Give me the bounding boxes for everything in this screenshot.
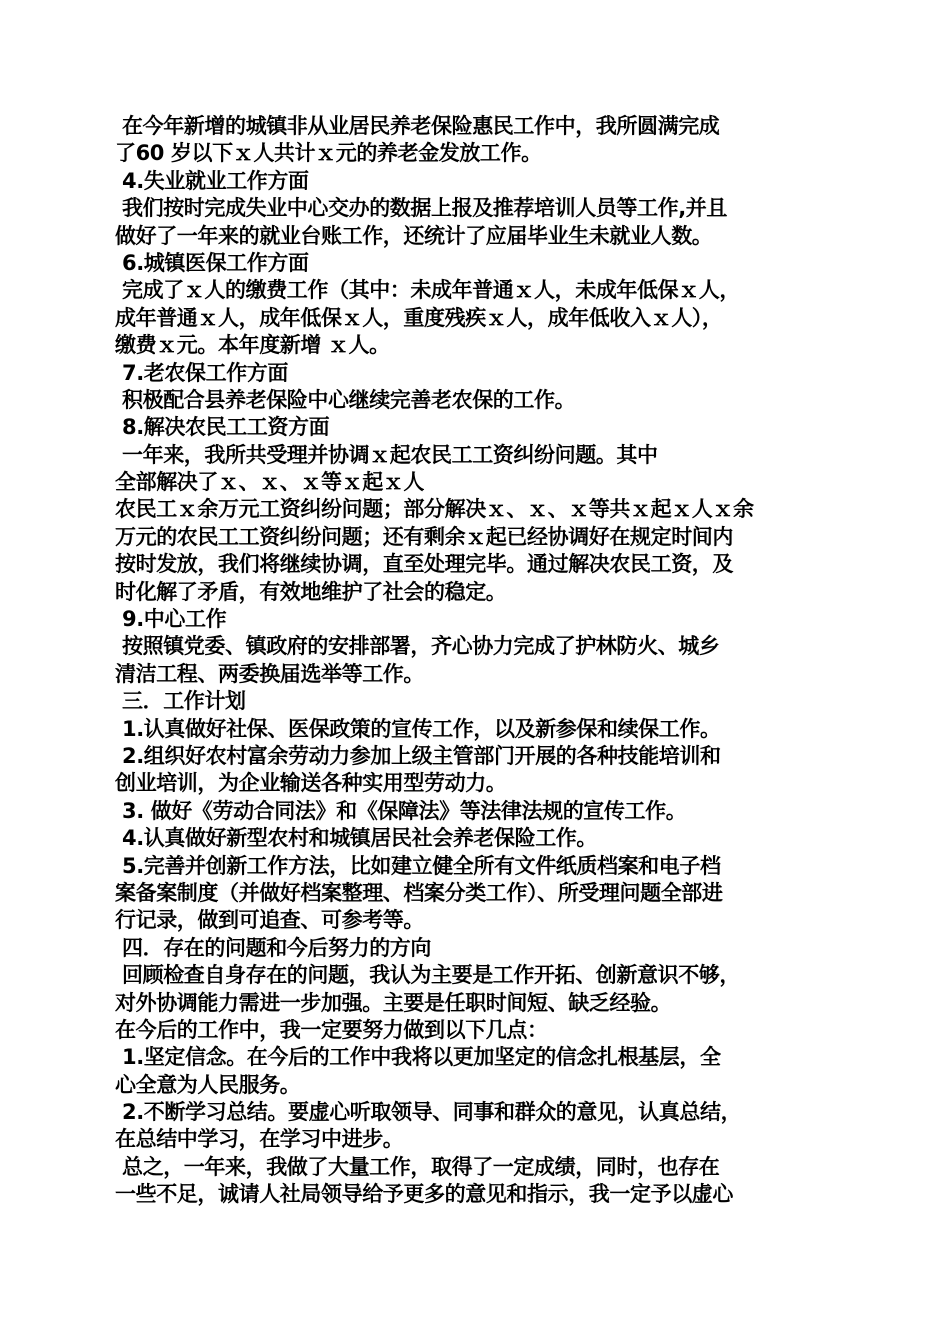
text-line: 一些不足，诚请人社局领导给予更多的意见和指示，我一定予以虚心: [115, 1182, 733, 1207]
text-line: 对外协调能力需进一步加强。主要是任职时间短、缺乏经验。: [115, 990, 672, 1015]
document-body: [115, 113, 840, 1209]
text-line: 做好了一年来的就业台账工作，还统计了应届毕业生未就业人数。: [115, 223, 713, 248]
text-line: 在今年新增的城镇非从业居民养老保险惠民工作中，我所圆满完成: [122, 114, 720, 138]
text-line: 成年普通ｘ人，成年低保ｘ人，重度残疾ｘ人，成年低收入ｘ人），: [115, 305, 723, 330]
text-line: 了60 岁以下ｘ人共计ｘ元的养老金发放工作。: [115, 141, 542, 166]
text-line: 在今后的工作中，我一定要努力做到以下几点：: [115, 1017, 548, 1042]
text-line: 1.认真做好社保、医保政策的宣传工作，以及新参保和续保工作。: [122, 716, 721, 741]
text-line: 时化解了矛盾，有效地维护了社会的稳定。: [115, 579, 507, 604]
text-line: 4.失业就业工作方面: [122, 168, 309, 193]
text-line: 三．工作计划: [122, 689, 246, 714]
text-line: 5.完善并创新工作方法，比如建立健全所有文件纸质档案和电子档: [122, 853, 721, 878]
text-line: 按时发放，我们将继续协调，直至处理完毕。通过解决农民工资，及: [115, 552, 733, 577]
text-line: 4.认真做好新型农村和城镇居民社会养老保险工作。: [122, 826, 597, 851]
text-line: 缴费ｘ元。本年度新增 ｘ人。: [115, 333, 390, 358]
text-line: 清洁工程、两委换届选举等工作。: [115, 661, 424, 686]
text-line: 按照镇党委、镇政府的安排部署，齐心协力完成了护林防火、城乡: [122, 634, 720, 659]
text-line: 7.老农保工作方面: [122, 360, 288, 385]
text-line: 完成了ｘ人的缴费工作（其中：未成年普通ｘ人，未成年低保ｘ人，: [122, 278, 740, 303]
text-line: 8.解决农民工工资方面: [122, 415, 330, 440]
text-line: 万元的农民工工资纠纷问题；还有剩余ｘ起已经协调好在规定时间内: [115, 524, 733, 549]
text-line: 行记录，做到可追查、可参考等。: [115, 908, 424, 933]
text-line: 心全意为人民服务。: [115, 1072, 301, 1097]
text-line: 在总结中学习，在学习中进步。: [115, 1127, 404, 1152]
text-line: 农民工ｘ余万元工资纠纷问题；部分解决ｘ、ｘ、ｘ等共ｘ起ｘ人ｘ余: [115, 497, 754, 522]
text-line: 案备案制度（并做好档案整理、档案分类工作）、所受理问题全部进: [115, 880, 723, 905]
text-line: 一年来，我所共受理并协调ｘ起农民工工资纠纷问题。其中: [122, 442, 658, 467]
text-line: 3. 做好《劳动合同法》和《保障法》等法律法规的宣传工作。: [122, 798, 687, 823]
text-line: 积极配合县养老保险中心继续完善老农保的工作。: [122, 387, 576, 412]
text-line: 创业培训，为企业输送各种实用型劳动力。: [115, 771, 507, 796]
text-line: 四．存在的问题和今后努力的方向: [122, 935, 431, 960]
text-line: 2.不断学习总结。要虚心听取领导、同事和群众的意见，认真总结，: [122, 1100, 742, 1125]
text-line: 6.城镇医保工作方面: [122, 250, 309, 275]
text-line: 全部解决了ｘ、ｘ、ｘ等ｘ起ｘ人: [115, 470, 424, 495]
text-line: 我们按时完成失业中心交办的数据上报及推荐培训人员等工作,并且: [122, 196, 727, 221]
text-line: 1.坚定信念。在今后的工作中我将以更加坚定的信念扎根基层，全: [122, 1045, 721, 1070]
text-line: 回顾检查自身存在的问题，我认为主要是工作开拓、创新意识不够，: [122, 963, 740, 988]
text-line: 总之，一年来，我做了大量工作，取得了一定成绩，同时，也存在: [122, 1154, 720, 1179]
text-line: 9.中心工作: [122, 607, 227, 632]
text-line: 2.组织好农村富余劳动力参加上级主管部门开展的各种技能培训和: [122, 743, 721, 768]
